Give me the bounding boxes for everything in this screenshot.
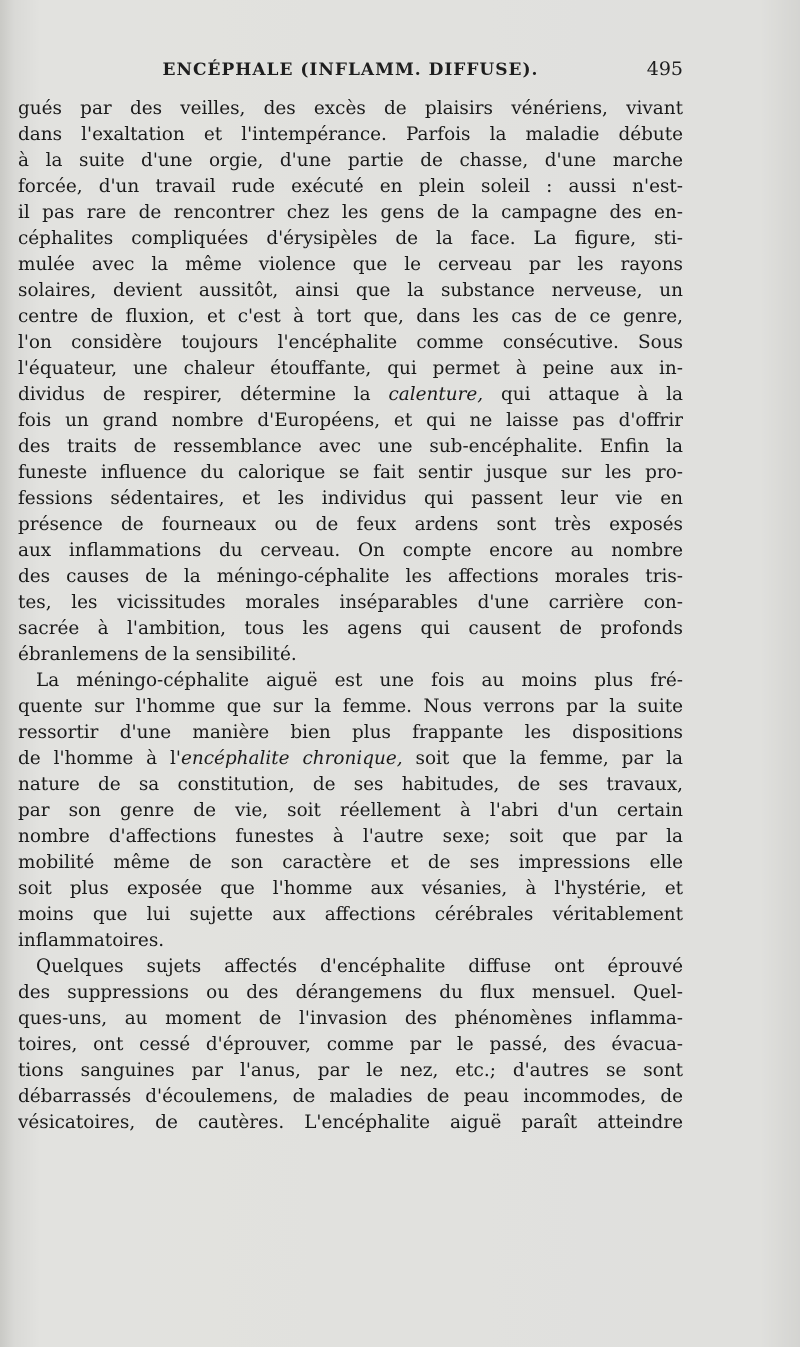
text-line [18,122,683,148]
line-text: mulée avec la même violence que le cerveau par les rayons [18,254,683,275]
text-line [18,460,683,486]
text-line [18,954,683,980]
line-text: présence de fourneaux ou de feux ardens sont très exposés [18,514,683,535]
text-line [18,304,683,330]
line-text: à la suite d'une orgie, d'une partie de chasse, d'une marche [18,150,683,171]
text-line [18,538,683,564]
line-text: par son genre de vie, soit réellement à l'abri d'un certain [18,800,683,821]
text-line [18,252,683,278]
text-line [18,642,683,668]
line-text: vésicatoires, de cautères. L'encéphalite aiguë paraît atteindre [18,1112,683,1133]
text-line [18,928,683,954]
text-line [18,668,683,694]
text-line [18,1032,683,1058]
line-text: aux inflammations du cerveau. On compte encore au nombre [18,540,683,561]
line-text-after: qui attaque à la [483,384,683,405]
text-line [18,486,683,512]
text-line [18,200,683,226]
text-line [18,330,683,356]
text-line [18,96,683,122]
text-line [18,746,683,772]
text-line [18,356,683,382]
line-text: tions sanguines par l'anus, par le nez, etc.; d'autres se sont [18,1060,683,1081]
text-line [18,616,683,642]
line-text: des traits de ressemblance avec une sub-encéphalite. Enfin la [18,436,683,457]
line-text: dans l'exaltation et l'intempérance. Parfois la maladie débute [18,124,683,145]
line-text: solaires, devient aussitôt, ainsi que la substance nerveuse, un [18,280,683,301]
line-text-after: soit que la femme, par la [402,748,683,769]
line-text: il pas rare de rencontrer chez les gens de la campagne des en- [18,202,683,223]
line-text: ébranlemens de la sensibilité. [18,644,297,665]
line-text: l'équateur, une chaleur étouffante, qui permet à peine aux in- [18,358,683,379]
line-text: forcée, d'un travail rude exécuté en plein soleil : aussi n'est- [18,176,683,197]
body-text [18,96,683,1136]
line-text: tes, les vicissitudes morales inséparables d'une carrière con- [18,592,683,613]
line-text: débarrassés d'écoulemens, de maladies de peau incommodes, de [18,1086,683,1107]
line-text: soit plus exposée que l'homme aux vésanies, à l'hystérie, et [18,878,683,899]
line-text: quente sur l'homme que sur la femme. Nous verrons par la suite [18,696,683,717]
text-line [18,226,683,252]
line-text: ques-uns, au moment de l'invasion des phénomènes inflamma- [18,1008,683,1029]
text-line [18,512,683,538]
line-text: inflammatoires. [18,930,165,951]
text-line [18,798,683,824]
text-line [18,1084,683,1110]
line-emphasis: encéphalite chronique, [181,748,403,769]
text-line [18,590,683,616]
line-text: centre de fluxion, et c'est à tort que, dans les cas de ce genre, [18,306,683,327]
text-line [18,772,683,798]
line-text: gués par des veilles, des excès de plaisirs vénériens, vivant [18,98,683,119]
text-line [18,1110,683,1136]
line-text: fois un grand nombre d'Européens, et qui ne laisse pas d'offrir [18,410,683,431]
text-line [18,278,683,304]
page-number: 495 [646,58,683,80]
text-line [18,1058,683,1084]
line-text: céphalites compliquées d'érysipèles de la face. La figure, sti- [18,228,683,249]
page-header [18,58,683,88]
text-line [18,434,683,460]
running-title: ENCÉPHALE (INFLAMM. DIFFUSE). [162,60,539,80]
line-text: mobilité même de son caractère et de ses impressions elle [18,852,683,873]
text-line [18,876,683,902]
line-text: des suppressions ou des dérangemens du flux mensuel. Quel- [18,982,683,1003]
line-text: dividus de respirer, détermine la [18,384,389,405]
line-text: des causes de la méningo-céphalite les affections morales tris- [18,566,683,587]
line-emphasis: calenture, [388,384,484,405]
line-text: moins que lui sujette aux affections cérébrales véritablement [18,904,683,925]
text-line [18,408,683,434]
line-text: l'on considère toujours l'encéphalite comme consécutive. Sous [18,332,683,353]
line-text: nombre d'affections funestes à l'autre sexe; soit que par la [18,826,683,847]
text-line [18,148,683,174]
line-text: de l'homme à l' [18,748,181,769]
text-line [18,720,683,746]
line-text: nature de sa constitution, de ses habitudes, de ses travaux, [18,774,683,795]
line-text: toires, ont cessé d'éprouver, comme par le passé, des évacua- [18,1034,683,1055]
line-text: funeste influence du calorique se fait sentir jusque sur les pro- [18,462,683,483]
text-line [18,850,683,876]
text-line [18,694,683,720]
line-text: La méningo-céphalite aiguë est une fois au moins plus fré- [36,670,683,691]
text-line [18,564,683,590]
line-text: ressortir d'une manière bien plus frappante les dispositions [18,722,683,743]
line-text: Quelques sujets affectés d'encéphalite diffuse ont éprouvé [36,956,683,977]
text-line [18,382,683,408]
line-text: fessions sédentaires, et les individus qui passent leur vie en [18,488,683,509]
text-line [18,902,683,928]
text-line [18,980,683,1006]
text-line [18,1006,683,1032]
text-line [18,824,683,850]
line-text: sacrée à l'ambition, tous les agens qui causent de profonds [18,618,683,639]
text-line [18,174,683,200]
